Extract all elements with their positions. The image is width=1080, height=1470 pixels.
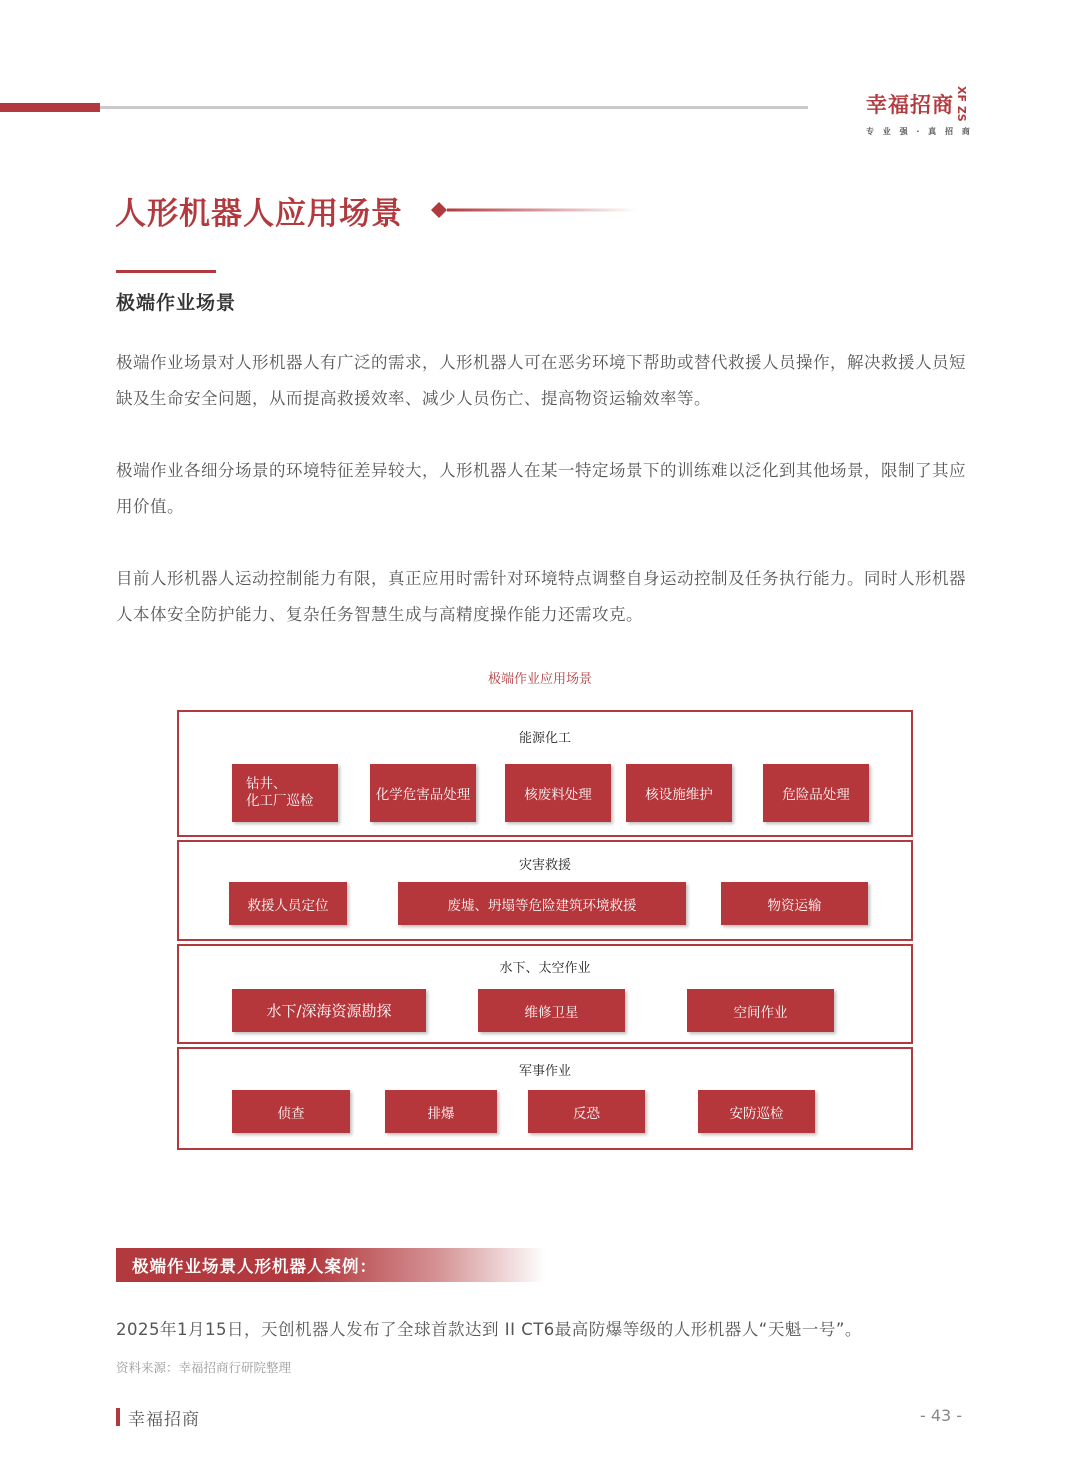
- scenario-box: 侦查: [232, 1090, 350, 1133]
- diagram-title: 极端作业应用场景: [487, 672, 592, 687]
- group-title: 灾害救援: [518, 858, 571, 873]
- group-title: 能源化工: [518, 731, 571, 746]
- case-banner: 极端作业场景人形机器人案例：: [116, 1248, 546, 1282]
- page-number: - 43 -: [920, 1406, 963, 1425]
- section-underline: [116, 270, 216, 273]
- scenario-box: 物资运输: [721, 882, 868, 925]
- footer-brand: 幸福招商: [128, 1410, 200, 1430]
- group-title: 水下、太空作业: [499, 961, 591, 976]
- logo-mark: XF ZS: [955, 86, 968, 122]
- diagram-group-underwater-space: [177, 944, 913, 1044]
- paragraph: 极端作业各细分场景的环境特征差异较大，人形机器人在某一特定场景下的训练难以泛化到其他场景，限制了其应用价值。: [116, 461, 966, 516]
- logo-slogan: 专 业 强 · 真 招 商: [866, 126, 973, 136]
- case-text: 2025年1月15日，天创机器人发布了全球首款达到 II CT6最高防爆等级的人形机器人“天魁一号”。: [116, 1320, 862, 1339]
- group-title: 军事作业: [518, 1064, 571, 1079]
- diagram-group-energy: [177, 710, 913, 837]
- title-diamond-decoration: [430, 200, 640, 220]
- footer-accent-bar: [116, 1408, 120, 1426]
- scenario-box: 空间作业: [687, 989, 834, 1032]
- scenario-box: 核设施维护: [626, 764, 732, 822]
- logo-text: 幸福招商: [866, 92, 954, 117]
- brand-logo: [866, 86, 976, 137]
- scenario-box: 排爆: [385, 1090, 497, 1133]
- scenario-box: 反恐: [528, 1090, 645, 1133]
- diagram-group-military: [177, 1047, 913, 1150]
- scenario-box: 危险品处理: [763, 764, 869, 822]
- scenario-box: 维修卫星: [478, 989, 625, 1032]
- scenario-box: 核废料处理: [505, 764, 611, 822]
- paragraph: 目前人形机器人运动控制能力有限，真正应用时需针对环境特点调整自身运动控制及任务执行能力。同时人形机器人本体安全防护能力、复杂任务智慧生成与高精度操作能力还需攻克。: [116, 569, 966, 624]
- header-divider: [100, 106, 808, 109]
- scenario-box: 水下/深海资源勘探: [232, 989, 426, 1032]
- page-title: 人形机器人应用场景: [115, 196, 403, 232]
- source-note: 资料来源：幸福招商行研院整理: [116, 1360, 292, 1375]
- scenario-box: 救援人员定位: [229, 882, 347, 925]
- scenario-box: 钻井、 化工厂巡检: [232, 764, 338, 822]
- scenario-box: 废墟、坍塌等危险建筑环境救援: [398, 882, 686, 925]
- paragraph: 极端作业场景对人形机器人有广泛的需求，人形机器人可在恶劣环境下帮助或替代救援人员操作，解决救援人员短缺及生命安全问题，从而提高救援效率、减少人员伤亡、提高物资运输效率等。: [116, 353, 966, 408]
- diagram-group-disaster: [177, 840, 913, 941]
- scenario-box: 化学危害品处理: [370, 764, 476, 822]
- section-title: 极端作业场景: [116, 292, 237, 314]
- header-accent-bar: [0, 103, 100, 112]
- scenario-box: 安防巡检: [698, 1090, 815, 1133]
